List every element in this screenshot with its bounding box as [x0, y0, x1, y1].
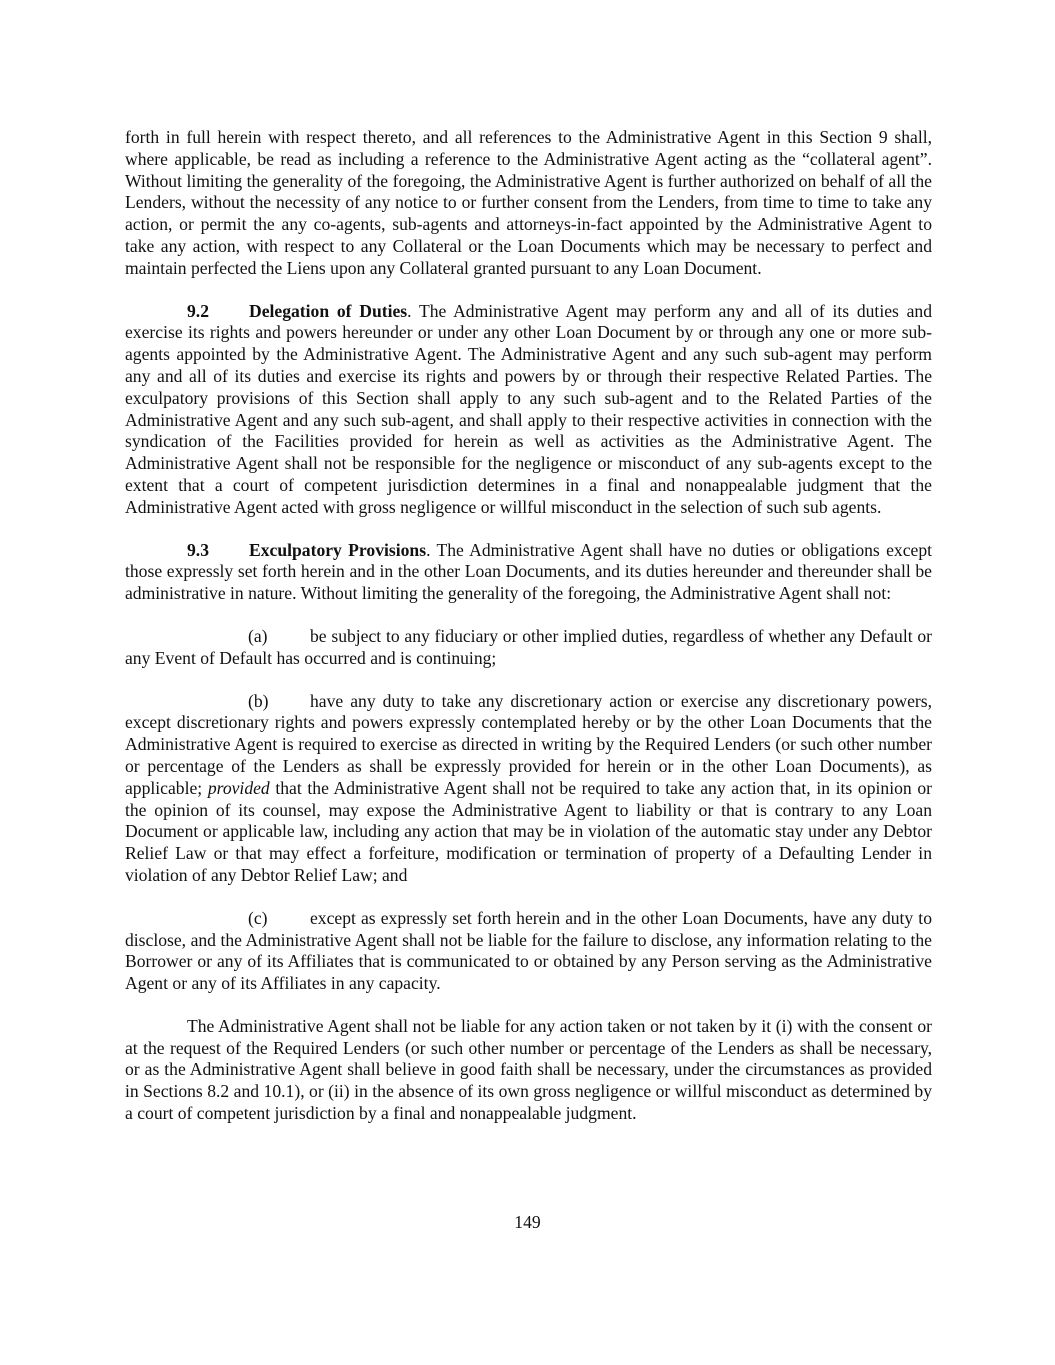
- clause-b-italic-provided: provided: [207, 777, 270, 798]
- clause-b-label: (b): [248, 690, 269, 711]
- clause-b-text-after: that the Administrative Agent shall not be required to take any action that, in its opinion or the opinion of its counsel, may expose the Administrative Agent to liability or that is contrary to any Loan Document or applicable law, including any action that may be in violation of the automatic stay under any Debtor Relief Law or that may effect a forfeiture, modification or termination of property of a Defaulting Lender in violation of any Debtor Relief Law; and: [125, 777, 932, 885]
- section-9-3-body: . The Administrative Agent shall have no duties or obligations except those expressly set forth herein and in the other Loan Documents, and its duties hereunder and thereunder shall be administrative in nature. Without limiting the generality of the foregoing, the Administrative Agent shall not:: [125, 539, 933, 604]
- section-9-3-number: 9.3: [187, 539, 209, 560]
- page-number: 149: [514, 1212, 541, 1232]
- clause-c-text: except as expressly set forth herein and in the other Loan Documents, have any duty to disclose, and the Administrative Agent shall not be liable for the failure to disclose, any information relating to the Borrower or any of its Affiliates that is communicated to or obtained by any Person serving as the Administrative Agent or any of its Affiliates in any capacity.: [125, 907, 932, 994]
- clause-a-text: be subject to any fiduciary or other implied duties, regardless of whether any Default or any Event of Default has occurred and is continuing;: [125, 625, 932, 668]
- section-9-2-heading: Delegation of Duties: [249, 300, 408, 321]
- section-9-2-paragraph: [125, 301, 932, 519]
- clause-c-label: (c): [248, 907, 268, 928]
- section-9-3-paragraph: [125, 540, 932, 605]
- clause-b-paragraph: [125, 691, 932, 887]
- clause-a-label: (a): [248, 625, 268, 646]
- closing-paragraph: The Administrative Agent shall not be liable for any action taken or not taken by it (i) with the consent or at the request of the Required Lenders (or such other number or percentage of the Lenders as shall be necessary, or as the Administrative Agent shall believe in good faith shall be necessary, under the circumstances as provided in Sections 8.2 and 10.1), or (ii) in the absence of its own gross negligence or willful misconduct as determined by a court of competent jurisdiction by a final and nonappealable judgment.: [125, 1015, 932, 1124]
- clause-c-paragraph: [125, 908, 932, 995]
- intro-paragraph: forth in full herein with respect thereto, and all references to the Administrative Agent in this Section 9 shall, where applicable, be read as including a reference to the Administrative Agent acting as the “collateral agent”. Without limiting the generality of the foregoing, the Administrative Agent is further authorized on behalf of all the Lenders, without the necessity of any notice to or further consent from the Lenders, from time to time to take any action, or permit the any co-agents, sub-agents and attorneys-in-fact appointed by the Administrative Agent to take any action, with respect to any Collateral or the Loan Documents which may be necessary to perfect and maintain perfected the Liens upon any Collateral granted pursuant to any Loan Document.: [125, 127, 932, 278]
- section-9-3-heading: Exculpatory Provisions: [249, 539, 427, 560]
- section-9-2-body: . The Administrative Agent may perform any and all of its duties and exercise its rights and powers hereunder or under any other Loan Document by or through any one or more sub-agents appointed by the Administrative Agent. The Administrative Agent and any such sub-agent may perform any and all of its duties and exercise its rights and powers by or through their respective Related Parties. The exculpatory provisions of this Section shall apply to any such sub-agent and to the Related Parties of the Administrative Agent and any such sub-agent, and shall apply to their respective activities in connection with the syndication of the Facilities provided for herein as well as activities as the Administrative Agent. The Administrative Agent shall not be responsible for the negligence or misconduct of any sub-agents except to the extent that a court of competent jurisdiction determines in a final and nonappealable judgment that the Administrative Agent acted with gross negligence or willful misconduct in the selection of such sub agents.: [125, 300, 933, 517]
- clause-b-text-before: have any duty to take any discretionary action or exercise any discretionary powers, except discretionary rights and powers expressly contemplated hereby or by the other Loan Documents that the Administrative Agent is required to exercise as directed in writing by the Required Lenders (or such other number or percentage of the Lenders as shall be expressly provided for herein or in the other Loan Documents), as applicable;: [125, 690, 932, 798]
- section-9-2-number: 9.2: [187, 300, 209, 321]
- document-page: [125, 127, 932, 1146]
- clause-a-paragraph: [125, 626, 932, 670]
